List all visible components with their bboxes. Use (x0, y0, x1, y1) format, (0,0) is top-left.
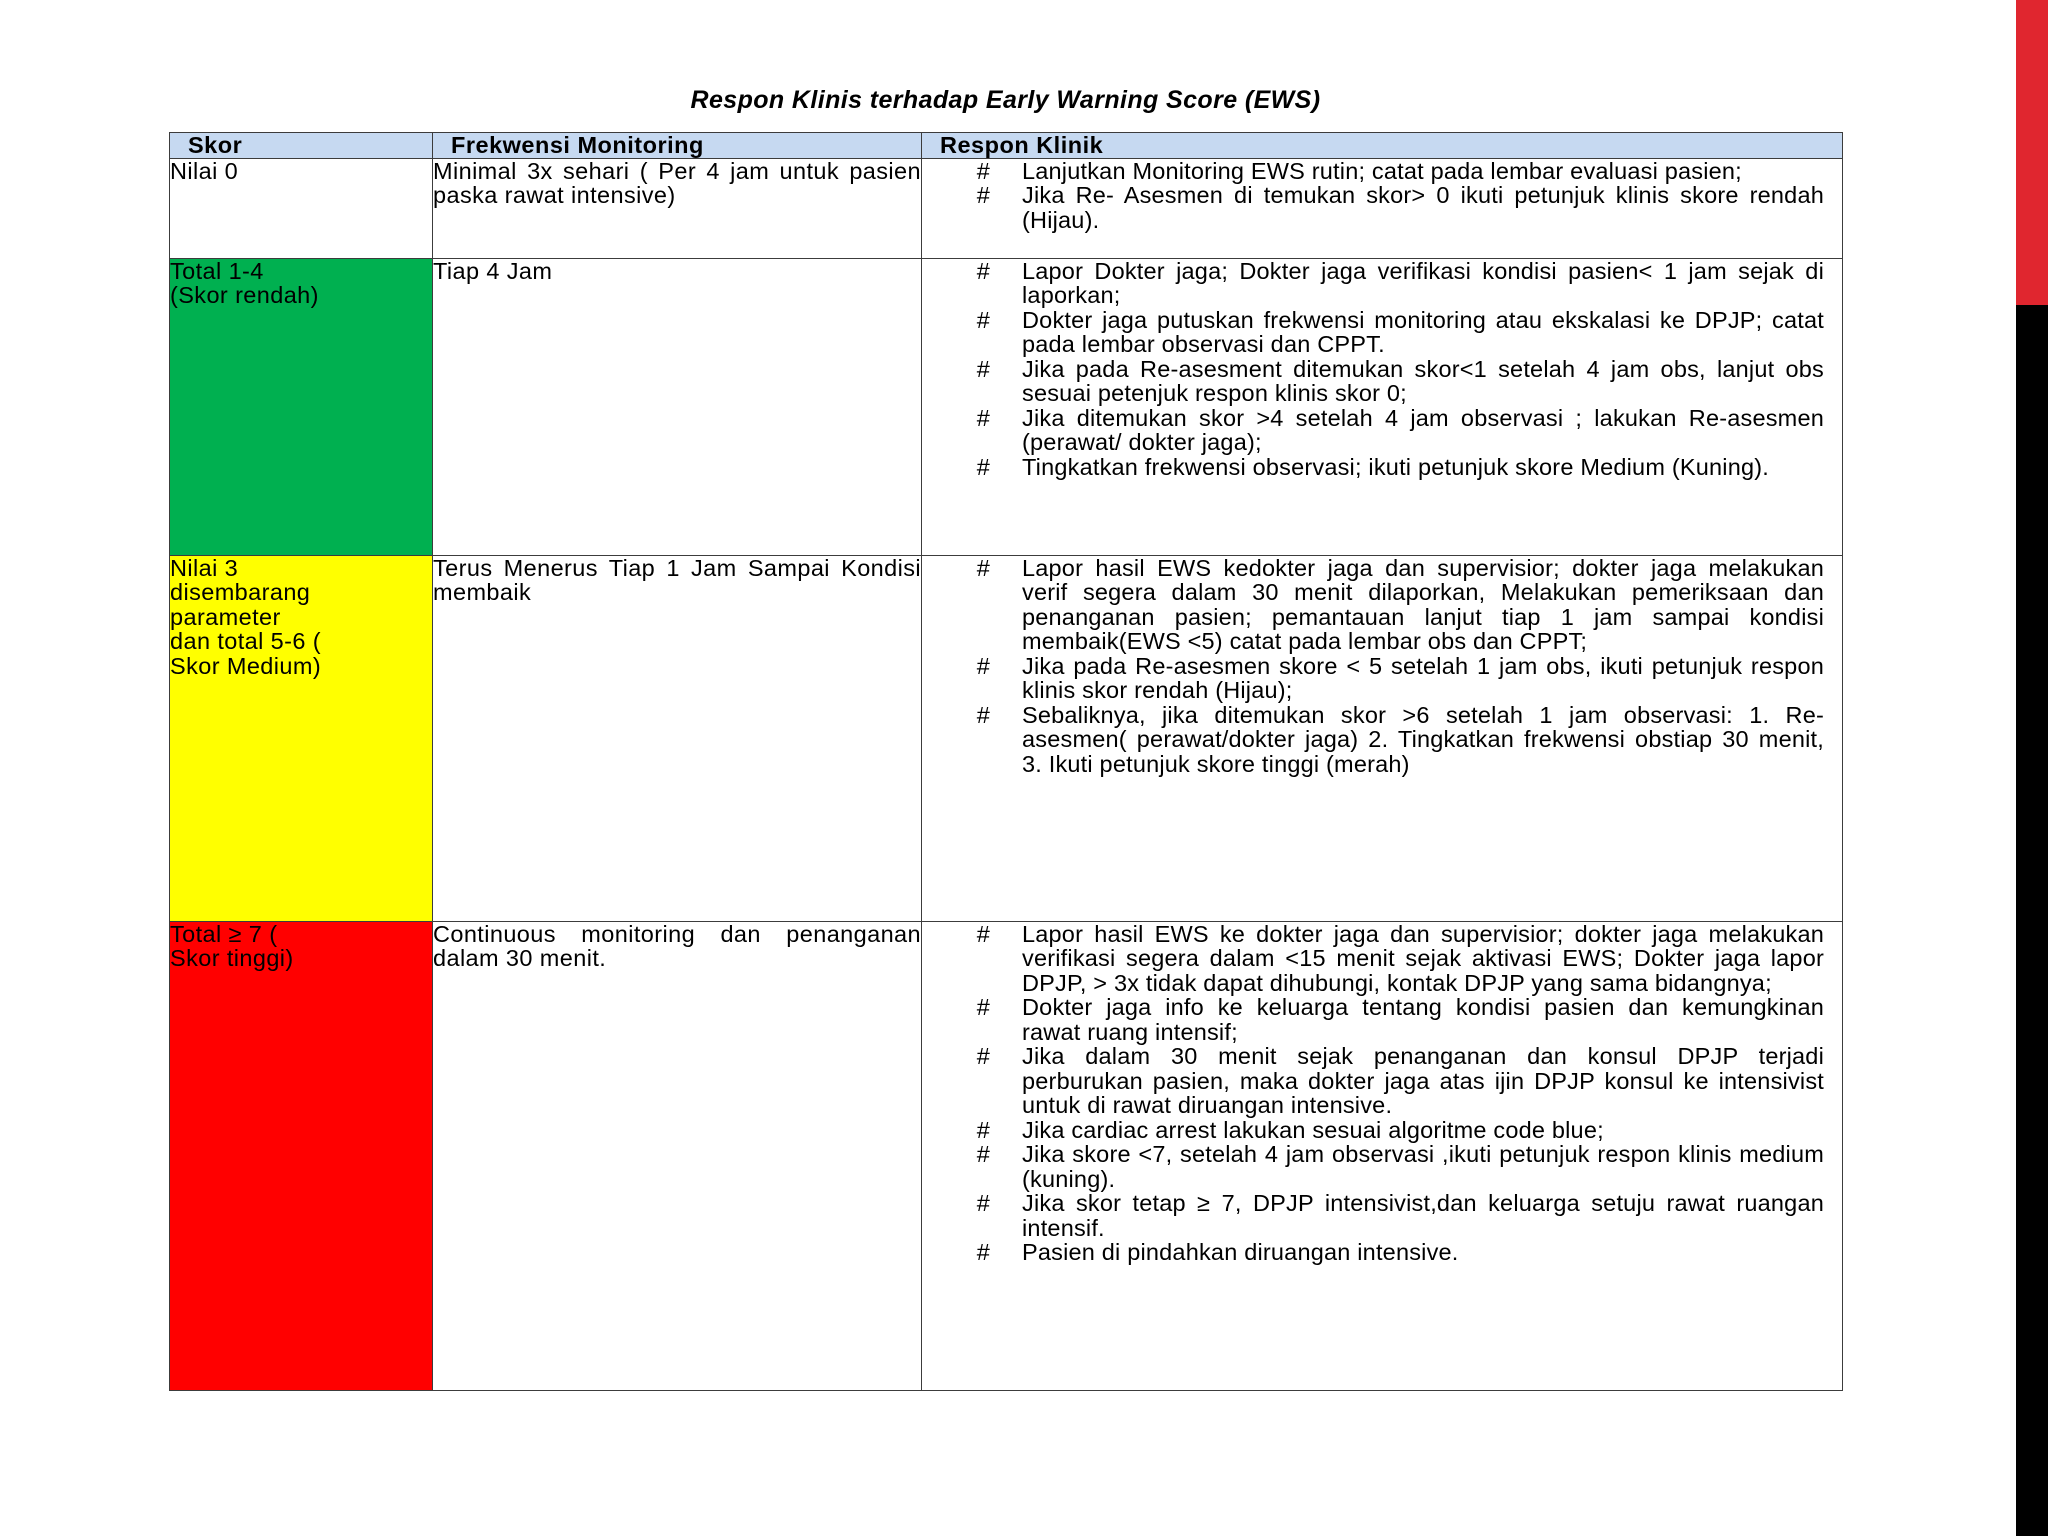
hash-bullet: # (976, 652, 990, 679)
response-item (922, 1240, 1824, 1265)
response-text: Lapor hasil EWS ke dokter jaga dan supervisior; dokter jaga melakukan verifikasi segera dalam <15 menit sejak aktivasi EWS; Dokter jaga lapor DPJP, > 3x tidak dapat dihubungi, kontak DPJP yang sama bidangnya; (1022, 920, 1824, 996)
frequency-text: Continuous monitoring dan penanganan dalam 30 menit. (433, 920, 921, 971)
hash-bullet: # (976, 554, 990, 581)
hash-bullet: # (976, 701, 990, 728)
response-list (922, 259, 1842, 480)
hash-bullet: # (976, 920, 990, 947)
response-text: Tingkatkan frekwensi observasi; ikuti petunjuk skore Medium (Kuning). (1022, 453, 1769, 480)
response-item (922, 995, 1824, 1044)
score-label-line: Skor Medium) (170, 652, 322, 679)
hash-bullet: # (976, 306, 990, 333)
table-row-skor-medium (170, 555, 1843, 921)
table-header-row (170, 133, 1843, 159)
score-label-line: (Skor rendah) (170, 282, 319, 308)
frequency-cell (433, 158, 922, 258)
response-text: Lapor hasil EWS kedokter jaga dan supervisior; dokter jaga melakukan verif segera dalam 30 menit dilaporkan, Melakukan pemeriksaan dan penanganan pasien; pemantauan lanjut tiap 1 jam sampai kondisi membaik(EWS <5) catat pada lembar obs dan CPPT; (1022, 554, 1824, 654)
frequency-cell (433, 921, 922, 1390)
hash-bullet: # (976, 1141, 990, 1167)
response-item (922, 703, 1824, 777)
response-text: Jika pada Re-asesment ditemukan skor<1 setelah 4 jam obs, lanjut obs sesuai petenjuk respon klinis skor 0; (1022, 355, 1824, 406)
score-cell (170, 158, 433, 258)
response-item (922, 183, 1824, 232)
hash-bullet: # (976, 1239, 990, 1265)
frequency-cell (433, 555, 922, 921)
frequency-text: Terus Menerus Tiap 1 Jam Sampai Kondisi membaik (433, 554, 921, 605)
response-item (922, 1118, 1824, 1143)
response-text: Jika cardiac arrest lakukan sesuai algoritme code blue; (1022, 1116, 1604, 1143)
response-text: Jika dalam 30 menit sejak penanganan dan konsul DPJP terjadi perburukan pasien, maka dokter jaga atas ijin DPJP konsul ke intensivist untuk di rawat diruangan intensive. (1022, 1043, 1824, 1118)
document-title: Respon Klinis terhadap Early Warning Score (EWS) (690, 86, 1321, 114)
response-item (922, 357, 1824, 406)
side-accent-red-bar (2016, 0, 2048, 305)
score-label-line: Total 1-4 (170, 257, 264, 284)
frequency-cell (433, 258, 922, 555)
hash-bullet: # (976, 1043, 990, 1069)
score-cell (170, 258, 433, 555)
response-text: Pasien di pindahkan diruangan intensive. (1022, 1239, 1459, 1265)
response-item (922, 455, 1824, 480)
table-row-skor-tinggi (170, 921, 1843, 1390)
score-label-line: disembarang (170, 579, 311, 605)
hash-bullet: # (976, 182, 990, 208)
response-text: Jika ditemukan skor >4 setelah 4 jam observasi ; lakukan Re-asesmen (perawat/ dokter jaga); (1022, 404, 1824, 455)
response-cell (922, 921, 1843, 1390)
hash-bullet: # (976, 404, 990, 431)
header-skor: Skor (170, 133, 433, 159)
response-item (922, 259, 1824, 308)
frequency-text: Minimal 3x sehari ( Per 4 jam untuk pasien paska rawat intensive) (433, 157, 921, 208)
response-text: Sebaliknya, jika ditemukan skor >6 setelah 1 jam observasi: 1. Re-asesmen( perawat/dokter jaga) 2. Tingkatkan frekwensi obstiap 30 menit, 3. Ikuti petunjuk skore tinggi (merah) (1022, 701, 1824, 777)
response-list (922, 159, 1842, 233)
side-accent-black-bar (2016, 305, 2048, 1536)
response-cell (922, 258, 1843, 555)
score-label-line: parameter (170, 603, 281, 630)
response-text: Jika pada Re-asesmen skore < 5 setelah 1 jam obs, ikuti petunjuk respon klinis skor rendah (Hijau); (1022, 652, 1824, 703)
header-frekwensi: Frekwensi Monitoring (433, 133, 922, 159)
header-respon: Respon Klinik (922, 133, 1843, 159)
score-label-line: Total ≥ 7 ( (170, 920, 278, 947)
response-item (922, 1044, 1824, 1118)
score-cell (170, 921, 433, 1390)
response-item (922, 654, 1824, 703)
response-text: Dokter jaga info ke keluarga tentang kondisi pasien dan kemungkinan rawat ruang intensif; (1022, 994, 1824, 1045)
hash-bullet: # (976, 1116, 990, 1143)
response-text: Jika Re- Asesmen di temukan skor> 0 ikuti petunjuk klinis skore rendah (Hijau). (1022, 182, 1824, 233)
score-label-line: Nilai 3 (170, 554, 239, 581)
response-item (922, 1142, 1824, 1191)
response-item (922, 159, 1824, 184)
hash-bullet: # (976, 355, 990, 382)
ews-response-table (169, 132, 1843, 1391)
score-cell (170, 555, 433, 921)
response-text: Lanjutkan Monitoring EWS rutin; catat pada lembar evaluasi pasien; (1022, 157, 1742, 184)
hash-bullet: # (976, 994, 990, 1020)
response-item (922, 406, 1824, 455)
response-item (922, 922, 1824, 996)
table-row-skor-rendah (170, 258, 1843, 555)
table-row-nilai-0 (170, 158, 1843, 258)
response-cell (922, 555, 1843, 921)
response-text: Jika skore <7, setelah 4 jam observasi ,ikuti petunjuk respon klinis medium (kuning). (1022, 1141, 1824, 1192)
response-list (922, 922, 1842, 1265)
response-text: Jika skor tetap ≥ 7, DPJP intensivist,dan keluarga setuju rawat ruangan intensif. (1022, 1190, 1824, 1241)
hash-bullet: # (976, 453, 990, 480)
response-text: Dokter jaga putuskan frekwensi monitoring atau ekskalasi ke DPJP; catat pada lembar observasi dan CPPT. (1022, 306, 1824, 357)
response-item (922, 556, 1824, 654)
response-item (922, 1191, 1824, 1240)
frequency-text: Tiap 4 Jam (433, 257, 553, 284)
response-list (922, 556, 1842, 777)
response-cell (922, 158, 1843, 258)
hash-bullet: # (976, 1190, 990, 1216)
score-label-line: Nilai 0 (170, 157, 239, 184)
hash-bullet: # (976, 157, 990, 184)
score-label-line: dan total 5-6 ( (170, 628, 322, 654)
score-label-line: Skor tinggi) (170, 945, 294, 971)
hash-bullet: # (976, 257, 990, 284)
response-text: Lapor Dokter jaga; Dokter jaga verifikasi kondisi pasien< 1 jam sejak di laporkan; (1022, 257, 1824, 308)
response-item (922, 308, 1824, 357)
